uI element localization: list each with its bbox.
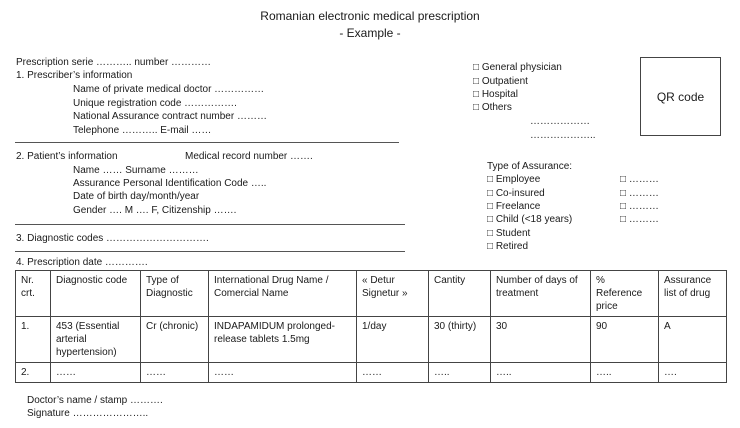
header-cell: Cantity xyxy=(429,271,491,317)
document-title: Romanian electronic medical prescription xyxy=(260,9,480,23)
header-cell: Number of days of treatment xyxy=(491,271,591,317)
assurance-value[interactable]: □ ……… xyxy=(620,214,659,225)
facility-checkbox[interactable]: □ Outpatient xyxy=(473,76,528,87)
header-cell: Type of Diagnostic xyxy=(141,271,209,317)
prescription-date-line: 4. Prescription date …………. xyxy=(16,257,148,268)
patient-field: Assurance Personal Identification Code ….. xyxy=(73,178,267,189)
table-cell: 30 xyxy=(491,317,591,363)
header-cell: % Reference price xyxy=(591,271,659,317)
others-dots: ……………… xyxy=(530,116,590,127)
table-cell: …… xyxy=(141,363,209,383)
table-cell: Cr (chronic) xyxy=(141,317,209,363)
assurance-checkbox[interactable]: □ Freelance xyxy=(487,201,541,212)
patient-field: Date of birth day/month/year xyxy=(73,191,200,202)
table-row xyxy=(16,317,727,363)
header-cell: « Detur Signetur » xyxy=(357,271,429,317)
patient-field: Name …… Surname ……… xyxy=(73,165,199,176)
header-cell: International Drug Name / Comercial Name xyxy=(209,271,357,317)
divider xyxy=(15,251,405,252)
assurance-checkbox[interactable]: □ Child (<18 years) xyxy=(487,214,573,225)
table-cell: 2. xyxy=(16,363,51,383)
table-cell: 453 (Essential arterial hypertension) xyxy=(51,317,141,363)
assurance-value[interactable]: □ ……… xyxy=(620,188,659,199)
doctor-signature: Signature ………………….. xyxy=(27,408,149,419)
assurance-checkbox[interactable]: □ Co-insured xyxy=(487,188,545,199)
table-header-row xyxy=(16,271,727,317)
prescriber-section-title: 1. Prescriber’s information xyxy=(16,70,133,81)
table-cell: …… xyxy=(357,363,429,383)
document-subtitle: - Example - xyxy=(339,26,401,40)
assurance-checkbox[interactable]: □ Employee xyxy=(487,174,541,185)
header-cell: Diagnostic code xyxy=(51,271,141,317)
facility-checkbox[interactable]: □ Others xyxy=(473,102,512,113)
table-cell: ….. xyxy=(591,363,659,383)
prescriber-field: Name of private medical doctor …………… xyxy=(73,84,265,95)
table-row xyxy=(16,363,727,383)
assurance-checkbox[interactable]: □ Retired xyxy=(487,241,529,252)
doctor-name-stamp: Doctor’s name / stamp ………. xyxy=(27,395,163,406)
diagnostic-codes-line: 3. Diagnostic codes …………………………. xyxy=(16,233,209,244)
assurance-title: Type of Assurance: xyxy=(487,161,573,172)
table-cell: 30 (thirty) xyxy=(429,317,491,363)
facility-checkbox[interactable]: □ Hospital xyxy=(473,89,518,100)
assurance-value[interactable]: □ ……… xyxy=(620,174,659,185)
qr-code-box xyxy=(640,57,721,136)
table-cell: …. xyxy=(659,363,727,383)
prescriber-field: Telephone ……….. E-mail …… xyxy=(73,125,212,136)
assurance-value[interactable]: □ ……… xyxy=(620,201,659,212)
facility-checkbox[interactable]: □ General physician xyxy=(473,62,562,73)
qr-code-label: QR code xyxy=(656,89,705,104)
divider xyxy=(15,224,405,225)
prescription-serie-line: Prescription serie ……….. number ………… xyxy=(16,57,212,68)
table-cell: ….. xyxy=(491,363,591,383)
patient-field: Gender …. M …. F, Citizenship ……. xyxy=(73,205,237,216)
assurance-checkbox[interactable]: □ Student xyxy=(487,228,531,239)
drug-table xyxy=(15,270,727,383)
header-cell: Nr. crt. xyxy=(16,271,51,317)
table-cell: ….. xyxy=(429,363,491,383)
others-dots: ……………….. xyxy=(530,130,596,141)
medical-record-number: Medical record number ……. xyxy=(185,151,313,162)
table-cell: …… xyxy=(51,363,141,383)
table-cell: …… xyxy=(209,363,357,383)
divider xyxy=(15,142,399,143)
header-cell: Assurance list of drug xyxy=(659,271,727,317)
patient-section-title: 2. Patient’s information xyxy=(16,151,118,162)
prescriber-field: Unique registration code ……………. xyxy=(73,98,237,109)
table-cell: 1/day xyxy=(357,317,429,363)
table-cell: 1. xyxy=(16,317,51,363)
table-cell: INDAPAMIDUM prolonged-release tablets 1.5mg xyxy=(209,317,357,363)
prescriber-field: National Assurance contract number ……… xyxy=(73,111,267,122)
table-cell: 90 xyxy=(591,317,659,363)
table-cell: A xyxy=(659,317,727,363)
